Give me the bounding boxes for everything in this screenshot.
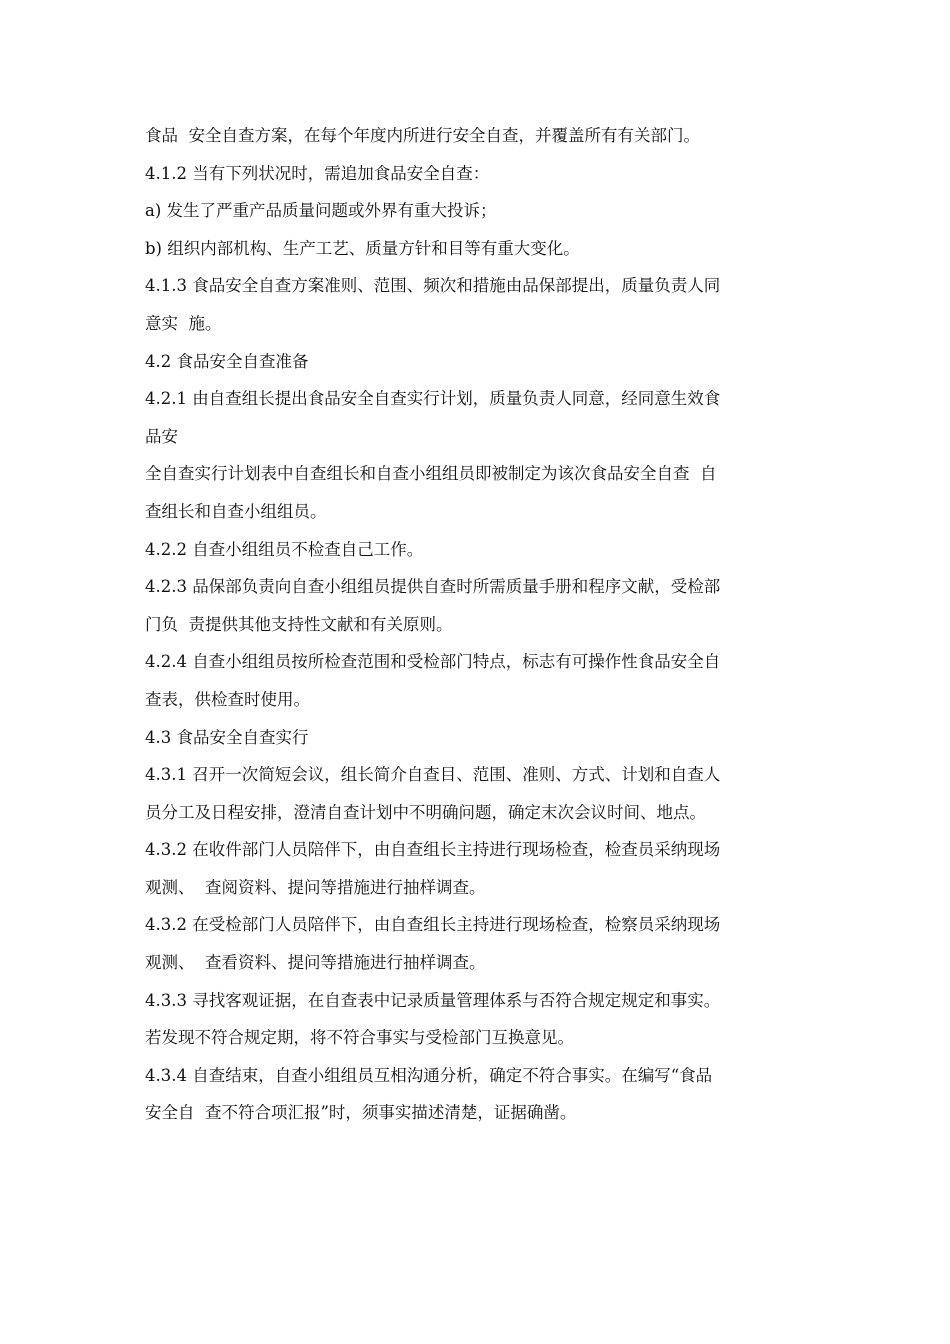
text-line: 4.3.4 自查结束，自查小组组员互相沟通分析，确定不符合事实。在编写“食品 — [145, 1065, 713, 1085]
text-line: 观测、 查看资料、提问等措施进行抽样调查。 — [145, 953, 486, 973]
text-line: 全自查实行计划表中自查组长和自查小组组员即被制定为该次食品安全自查 自 — [145, 464, 717, 484]
text-line: 4.3.2 在受检部门人员陪伴下，由自查组长主持进行现场检查，检察员采纳现场 — [145, 915, 721, 935]
text-line: 查组长和自查小组组员。 — [145, 501, 327, 521]
text-line: b) 组织内部机构、生产工艺、质量方针和目等有重大变化。 — [145, 238, 580, 258]
text-line: 4.3.1 召开一次简短会议，组长简介自查目、范围、准则、方式、计划和自查人 — [145, 765, 721, 785]
text-line: a) 发生了严重产品质量问题或外界有重大投诉； — [145, 201, 497, 221]
text-line: 4.3.2 在收件部门人员陪伴下，由自查组长主持进行现场检查，检查员采纳现场 — [145, 840, 721, 860]
text-line: 查表，供检查时使用。 — [145, 689, 310, 709]
text-line: 意实 施。 — [145, 313, 222, 333]
text-line: 4.3 食品安全自查实行 — [145, 727, 309, 747]
text-line: 若发现不符合规定期，将不符合事实与受检部门互换意见。 — [145, 1028, 574, 1048]
text-line: 4.2.1 由自查组长提出食品安全自查实行计划，质量负责人同意，经同意生效食 — [145, 389, 721, 409]
text-line: 4.2 食品安全自查准备 — [145, 351, 309, 371]
text-line: 品安 — [145, 426, 178, 446]
text-line: 4.3.3 寻找客观证据，在自查表中记录质量管理体系与否符合规定规定和事实。 — [145, 990, 721, 1010]
text-line: 观测、 查阅资料、提问等措施进行抽样调查。 — [145, 877, 486, 897]
text-line: 4.2.3 品保部负责向自查小组组员提供自查时所需质量手册和程序文献，受检部 — [145, 577, 721, 597]
text-line: 员分工及日程安排，澄清自查计划中不明确问题，确定末次会议时间、地点。 — [145, 802, 706, 822]
text-line: 4.1.3 食品安全自查方案准则、范围、频次和措施由品保部提出，质量负责人同 — [145, 276, 721, 296]
document-body — [145, 117, 810, 1132]
text-line: 食品 安全自查方案，在每个年度内所进行安全自查，并覆盖所有有关部门。 — [145, 126, 700, 145]
text-line: 4.2.4 自查小组组员按所检查范围和受检部门特点，标志有可操作性食品安全自 — [145, 652, 721, 672]
text-line: 4.1.2 当有下列状况时，需追加食品安全自查： — [145, 163, 490, 183]
text-line: 安全自 查不符合项汇报”时，须事实描述清楚，证据确凿。 — [145, 1103, 577, 1123]
text-line: 4.2.2 自查小组组员不检查自己工作。 — [145, 539, 424, 559]
text-line: 门负 责提供其他支持性文献和有关原则。 — [145, 614, 453, 634]
